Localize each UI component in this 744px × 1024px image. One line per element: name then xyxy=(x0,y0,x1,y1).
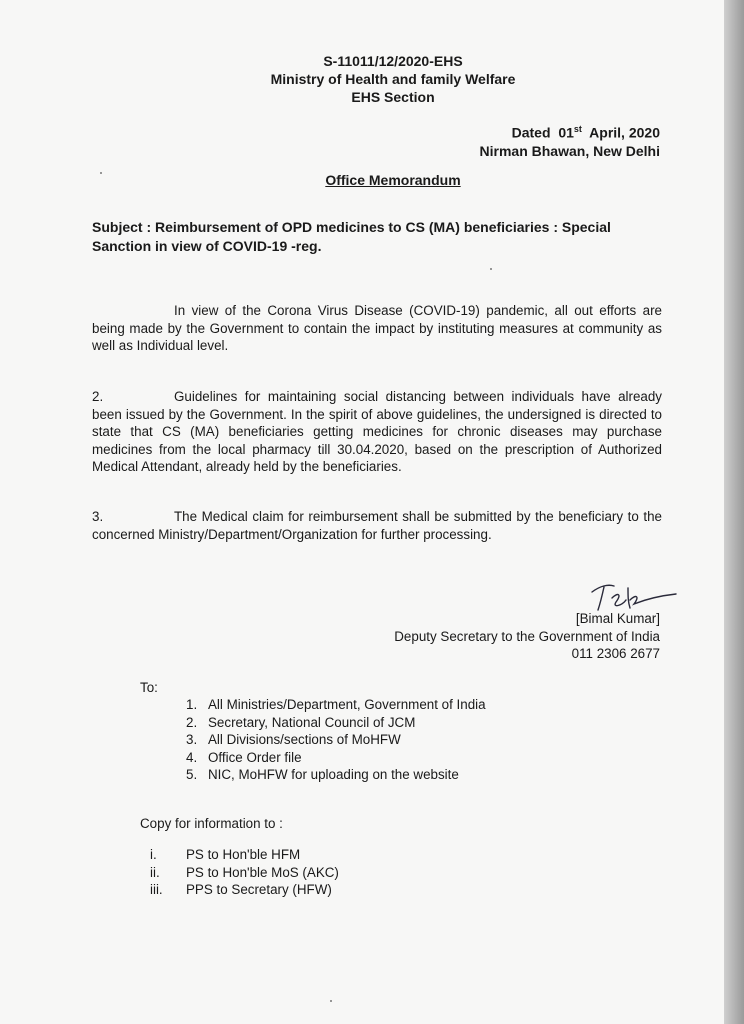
ministry-name: Ministry of Health and family Welfare xyxy=(270,71,516,87)
copy-label: Copy for information to : xyxy=(140,816,283,831)
list-item: 5. NIC, MoHFW for uploading on the website xyxy=(186,767,459,783)
signatory-block xyxy=(394,610,660,663)
signatory-name: [Bimal Kumar] xyxy=(575,611,660,626)
recipient-list xyxy=(186,696,486,784)
paragraph-2 xyxy=(92,388,662,476)
signatory-designation: Deputy Secretary to the Government of India xyxy=(394,628,660,644)
date-place-block xyxy=(480,120,660,160)
handwritten-signature xyxy=(588,578,678,614)
memo-title xyxy=(0,172,724,188)
scan-speck xyxy=(330,1000,332,1002)
paragraph-3-text: The Medical claim for reimbursement shall be submitted by the beneficiary to the concerned Ministry/Department/Organization for further processing. xyxy=(92,509,662,542)
list-item: 4. Office Order file xyxy=(186,749,302,765)
memo-title-text: Office Memorandum xyxy=(325,172,461,188)
list-item: 2. Secretary, National Council of JCM xyxy=(186,714,416,730)
date-prefix: Dated xyxy=(511,124,551,141)
paragraph-2-text: Guidelines for maintaining social distancing between individuals have already been issued by the Government. In the spirit of above guidelines, the undersigned is directed to state that CS (MA) beneficiaries getting medicines for chronic diseases may purchase medicines from the local pharmacy till 30.04.2020, based on the prescription of Authorized Medical Attendant, already held by the beneficiaries. xyxy=(92,389,662,475)
list-item: i. PS to Hon'ble HFM xyxy=(150,847,301,862)
list-item: 1. All Ministries/Department, Government of India xyxy=(186,697,486,712)
paragraph-1: In view of the Corona Virus Disease (COVID-19) pandemic, all out efforts are being made by the Government to contain the impact by instituting measures at community as well as Individual level. xyxy=(92,303,662,354)
reference-number: S-11011/12/2020-EHS xyxy=(323,53,463,69)
to-label: To: xyxy=(140,680,158,695)
signatory-phone: 011 2306 2677 xyxy=(571,646,660,662)
date-day-suffix: st xyxy=(573,124,582,134)
subject-line: Subject : Reimbursement of OPD medicines to CS (MA) beneficiaries : Special Sanction in view of COVID-19 -reg. xyxy=(92,219,611,254)
scan-speck xyxy=(100,172,102,174)
paragraph-3-number: 3. xyxy=(92,509,104,524)
list-item: 3. All Divisions/sections of MoHFW xyxy=(186,732,401,748)
list-item: ii. PS to Hon'ble MoS (AKC) xyxy=(150,864,339,880)
document-header xyxy=(0,52,724,106)
place-line: Nirman Bhawan, New Delhi xyxy=(479,142,660,159)
date-month-year: April, 2020 xyxy=(589,124,660,141)
list-item: iii. PPS to Secretary (HFW) xyxy=(150,882,332,898)
copy-list xyxy=(150,846,339,899)
date-line xyxy=(480,120,660,142)
date-day: 01 xyxy=(558,124,574,141)
page-edge-shadow xyxy=(724,0,744,1024)
scan-speck xyxy=(490,268,492,270)
section-name: EHS Section xyxy=(351,89,435,105)
paragraph-3 xyxy=(92,508,662,543)
paragraph-2-number: 2. xyxy=(92,389,104,404)
